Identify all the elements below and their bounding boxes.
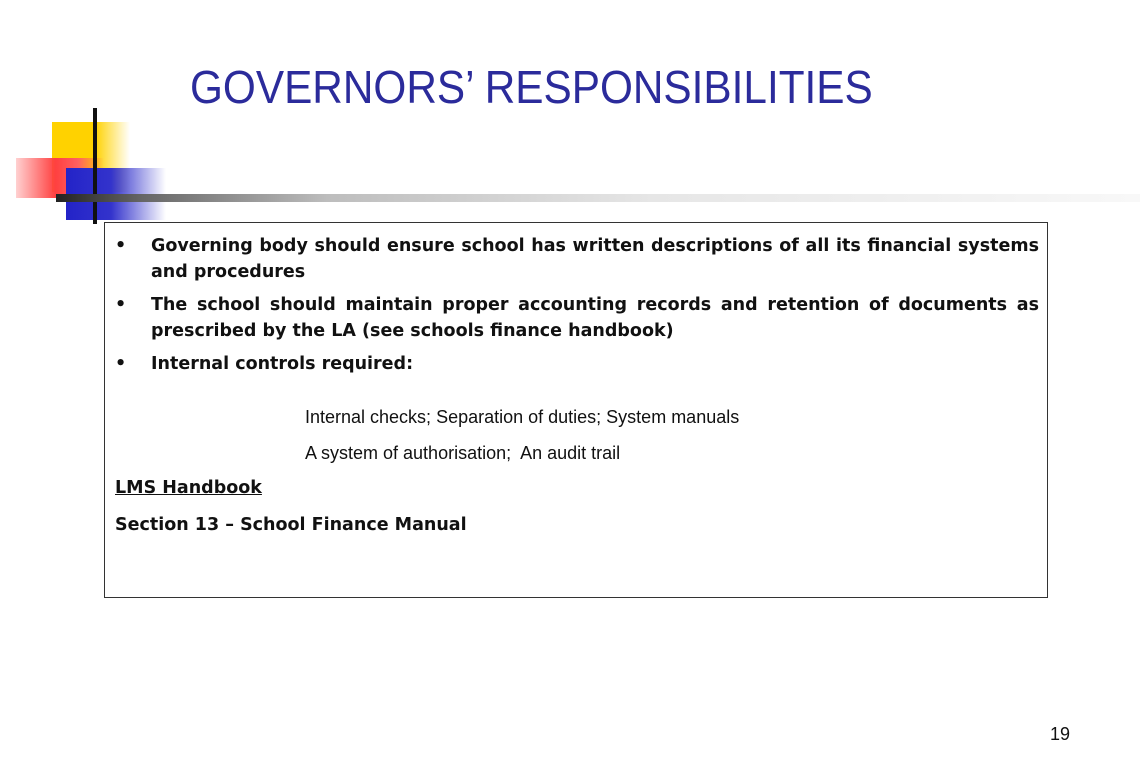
bullet-marker: • bbox=[115, 236, 127, 256]
decor-blue-square bbox=[66, 168, 166, 220]
decor-vertical-line bbox=[93, 108, 97, 224]
bullet-text: Governing body should ensure school has written descriptions of all its financial systems and procedures bbox=[151, 236, 1039, 282]
bullet-marker: • bbox=[115, 354, 127, 374]
bullet-item bbox=[113, 351, 1039, 377]
slide-title: GOVERNORS’ RESPONSIBILITIES bbox=[190, 61, 873, 113]
bullet-text: The school should maintain proper accounting records and retention of documents as prescribed by the LA (see schools finance handbook) bbox=[151, 295, 1039, 341]
bullet-marker: • bbox=[115, 295, 127, 315]
content-box bbox=[104, 222, 1048, 598]
bullet-item bbox=[113, 292, 1039, 344]
slide-decoration bbox=[0, 0, 1140, 230]
bullet-list bbox=[113, 233, 1039, 384]
page-number: 19 bbox=[1050, 724, 1071, 744]
control-line: A system of authorisation; An audit trail bbox=[305, 443, 621, 463]
bullet-text: Internal controls required: bbox=[151, 354, 414, 374]
reference-section: Section 13 – School Finance Manual bbox=[115, 515, 467, 535]
control-line: Internal checks; Separation of duties; System manuals bbox=[305, 407, 740, 427]
decor-yellow-square bbox=[52, 122, 130, 192]
internal-controls-list bbox=[305, 406, 739, 478]
lms-handbook-link[interactable]: LMS Handbook bbox=[115, 478, 262, 498]
bullet-item bbox=[113, 233, 1039, 285]
decor-horizontal-rule bbox=[56, 194, 1140, 202]
decor-red-bar bbox=[16, 158, 104, 198]
